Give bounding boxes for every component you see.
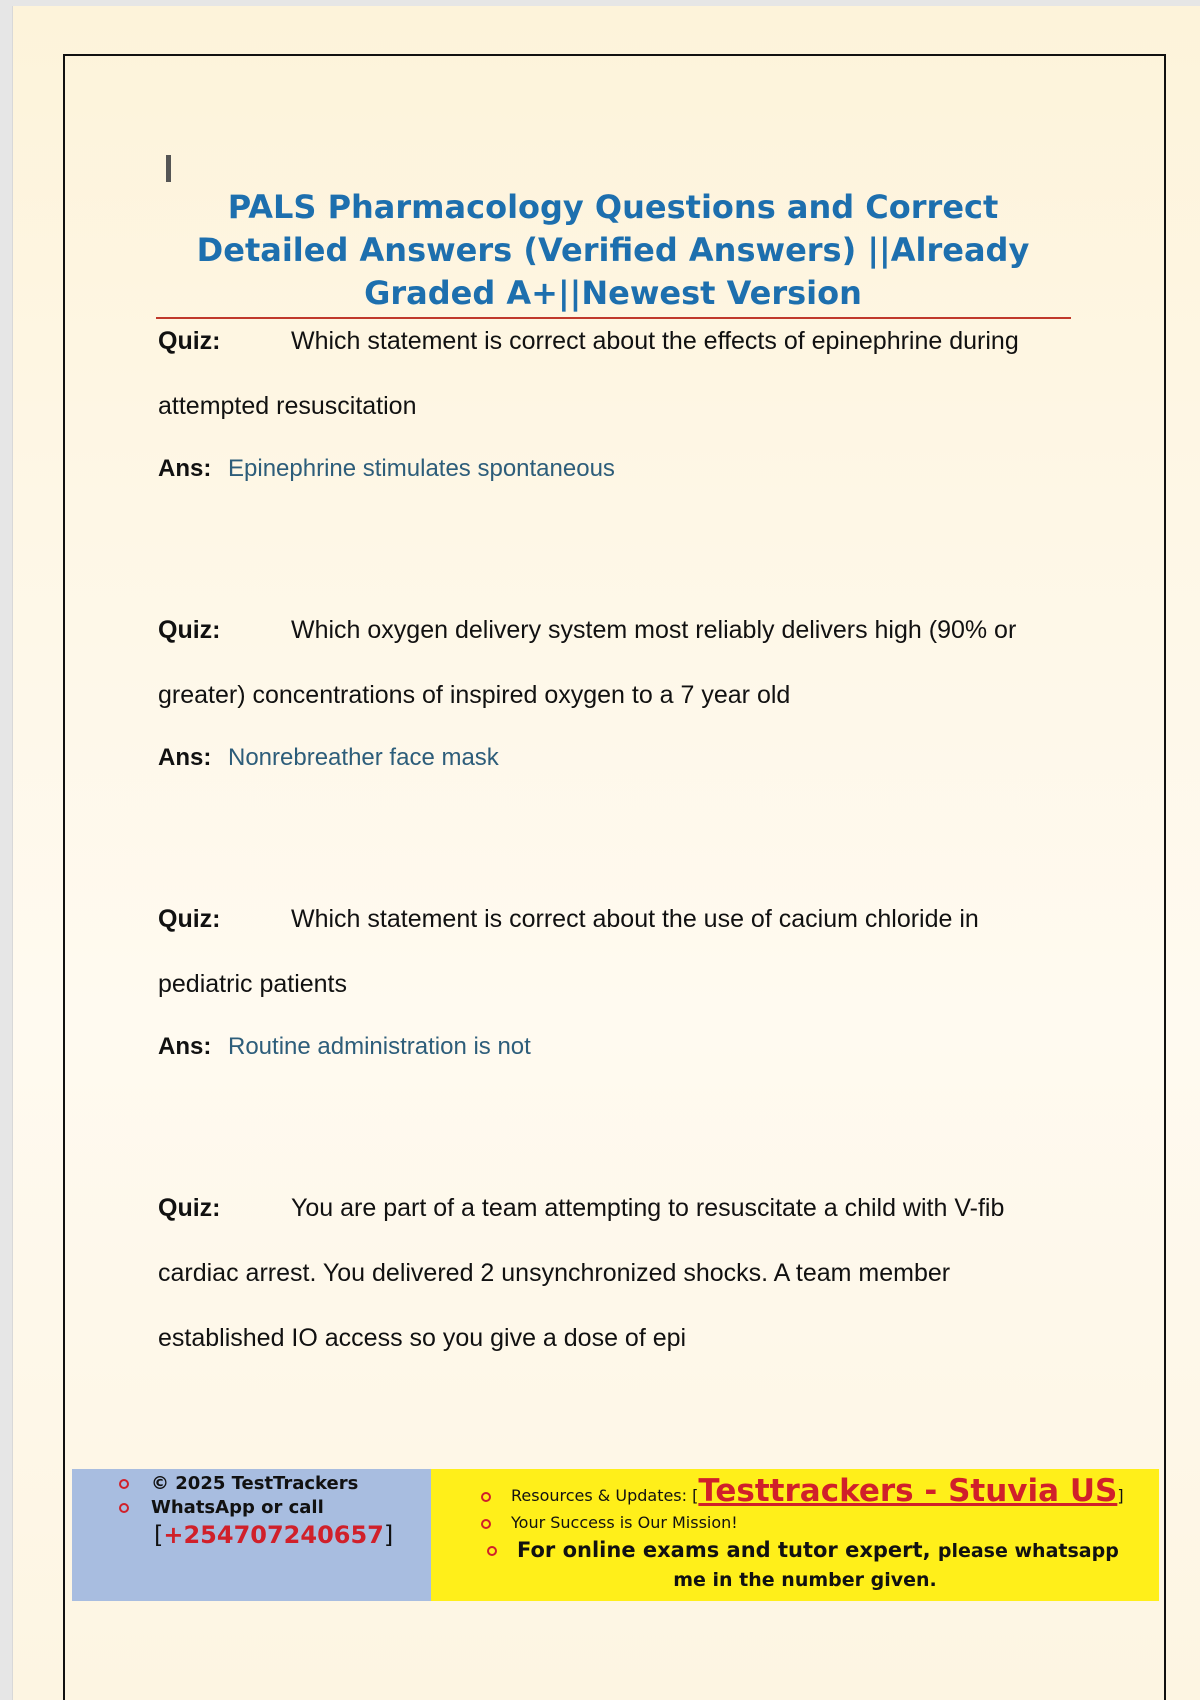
- brand-link[interactable]: Testtrackers - Stuvia US: [698, 1473, 1118, 1509]
- question-2-cont: greater) concentrations of inspired oxygen to a 7 year old: [158, 681, 791, 709]
- footer-phone[interactable]: [+254707240657]: [154, 1521, 394, 1549]
- bullet-icon: [487, 1546, 497, 1556]
- text-cursor: [166, 155, 171, 182]
- question-3-cont: pediatric patients: [158, 970, 348, 998]
- answer-3: Ans: Routine administration is not: [158, 1027, 1078, 1067]
- question-2: Quiz: Which oxygen delivery system most reliably delivers high (90% or: [158, 598, 1078, 663]
- footer-banner: [72, 1469, 1159, 1601]
- question-3: Quiz: Which statement is correct about the use of cacium chloride in: [158, 887, 1078, 952]
- question-1-cont: attempted resuscitation: [158, 392, 417, 420]
- quiz-item-2: [158, 598, 1078, 778]
- question-4-cont2: established IO access so you give a dose of epi: [158, 1324, 687, 1352]
- bullet-icon: [119, 1503, 129, 1513]
- footer-whatsapp: WhatsApp or call: [119, 1497, 324, 1518]
- answer-2: Ans: Nonrebreather face mask: [158, 738, 1078, 778]
- bullet-icon: [119, 1479, 129, 1489]
- answer-1: Ans: Epinephrine stimulates spontaneous: [158, 449, 1078, 489]
- footer-contact-panel: [72, 1469, 431, 1601]
- quiz-label: Quiz:: [158, 905, 221, 933]
- quiz-label: Quiz:: [158, 327, 221, 355]
- ans-label: Ans:: [158, 455, 212, 482]
- footer-tutor: For online exams and tutor expert, please whatsapp: [487, 1533, 1119, 1568]
- bullet-icon: [481, 1519, 491, 1529]
- document-page: [12, 6, 1200, 1700]
- question-4-cont: cardiac arrest. You delivered 2 unsynchronized shocks. A team member: [158, 1259, 951, 1287]
- quiz-label: Quiz:: [158, 1194, 221, 1222]
- footer-mission: Your Success is Our Mission!: [481, 1513, 738, 1532]
- question-1: Quiz: Which statement is correct about the effects of epinephrine during: [158, 309, 1078, 374]
- quiz-item-3: [158, 887, 1078, 1067]
- footer-promo-panel: [431, 1469, 1159, 1601]
- footer-copyright: © 2025 TestTrackers: [119, 1473, 358, 1494]
- document-title: PALS Pharmacology Questions and Correct Detailed Answers (Verified Answers) ||Already Graded A+||Newest Version: [196, 188, 1030, 312]
- quiz-label: Quiz:: [158, 616, 221, 644]
- quiz-item-4: [158, 1176, 1078, 1371]
- quiz-item-1: [158, 309, 1078, 489]
- ans-label: Ans:: [158, 1033, 212, 1060]
- bullet-icon: [481, 1492, 491, 1502]
- ans-label: Ans:: [158, 744, 212, 771]
- footer-tutor-cont: me in the number given.: [673, 1569, 937, 1591]
- question-4: Quiz: You are part of a team attempting to resuscitate a child with V-fib: [158, 1176, 1078, 1241]
- footer-resources: Resources & Updates: [Testtrackers - Stuvia US]: [481, 1473, 1124, 1509]
